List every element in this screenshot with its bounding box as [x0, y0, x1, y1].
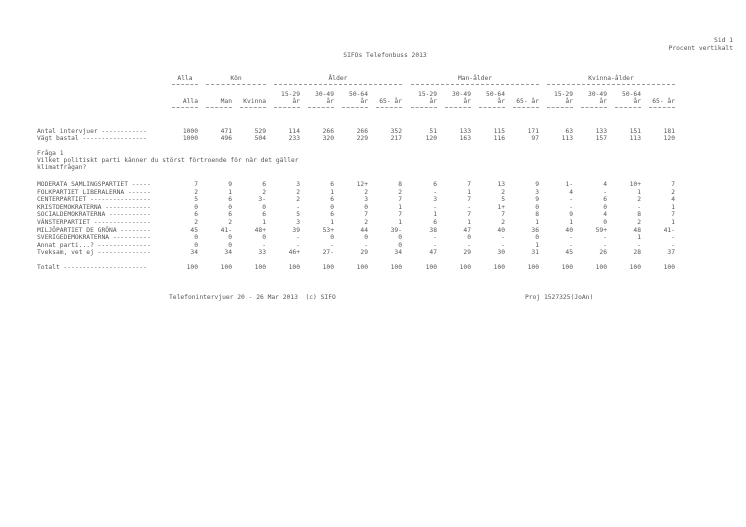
answer-row-cell: 38: [429, 226, 437, 234]
answer-row-cell: 6: [330, 181, 334, 188]
base-row-cell: 157: [595, 135, 607, 142]
column-underline: [206, 107, 232, 108]
answer-row-cell: 2: [637, 219, 641, 226]
answer-row-cell: 34: [190, 249, 198, 257]
answer-row-cell: 0: [364, 203, 368, 211]
answer-row-cell: 0: [262, 203, 266, 211]
group-underline: [206, 84, 266, 85]
answer-row-cell: 6: [330, 211, 334, 219]
column-header-bottom: år: [599, 98, 607, 105]
answer-row-cell: 0: [194, 234, 198, 242]
answer-row-cell: 47: [463, 226, 471, 234]
column-underline: [376, 107, 402, 108]
answer-row-cell: -: [364, 241, 368, 249]
answer-row-cell: 4: [603, 211, 607, 219]
base-row-cell: 171: [527, 128, 539, 135]
answer-row-cell: 1: [467, 219, 471, 226]
base-row-cell: 116: [493, 135, 505, 142]
answer-row-cell: -: [433, 234, 437, 242]
answer-row-cell: 7: [501, 211, 505, 219]
base-row-cell: 113: [629, 135, 641, 142]
answer-row-cell: -: [330, 241, 334, 249]
answer-row-cell: 6: [228, 196, 232, 204]
total-row-cell: 100: [356, 264, 368, 271]
column-header-bottom: år: [326, 98, 334, 105]
column-underline: [513, 107, 539, 108]
answer-row-label: Annat parti...? --------------: [37, 241, 151, 249]
answer-row-cell: 0: [330, 203, 334, 211]
answer-row-cell: 1: [398, 203, 402, 211]
answer-row-cell: 1: [262, 219, 266, 226]
column-header-bottom: 65- år: [652, 98, 675, 105]
answer-row-cell: 0: [194, 241, 198, 249]
answer-row-cell: 40: [565, 226, 573, 234]
answer-row-cell: 0: [228, 234, 232, 242]
answer-row-cell: 7: [398, 196, 402, 204]
base-row-cell: 266: [322, 128, 334, 135]
answer-row-cell: -: [296, 241, 300, 249]
answer-row-cell: 0: [194, 203, 198, 211]
column-underline: [172, 107, 198, 108]
page-number: Sid 1: [714, 37, 733, 44]
base-row-cell: 113: [561, 135, 573, 142]
question-text: klimatfrågan?: [37, 164, 87, 171]
answer-row-cell: 7: [467, 196, 471, 204]
answer-row-cell: -: [296, 203, 300, 211]
answer-row-cell: 7: [364, 211, 368, 219]
answer-row-cell: 2: [398, 188, 402, 196]
column-underline: [308, 107, 334, 108]
answer-row-cell: 47: [429, 249, 437, 257]
answer-row-cell: 45: [190, 226, 198, 234]
answer-row-cell: -: [637, 241, 641, 249]
answer-row-label: CENTERPARTIET ----------------: [37, 196, 151, 204]
answer-row-cell: -: [467, 203, 471, 211]
column-underline: [411, 107, 437, 108]
answer-row-cell: 27-: [322, 249, 334, 257]
group-header: Ålder: [328, 75, 348, 82]
question-text: Vilket politiskt parti känner du störst förtroende för när det gäller: [37, 157, 299, 164]
answer-row-cell: 8: [535, 211, 539, 219]
answer-row-cell: 0: [228, 203, 232, 211]
answer-row-cell: 6: [433, 181, 437, 188]
answer-row-cell: 1-: [565, 181, 573, 188]
answer-row-cell: 12+: [356, 181, 368, 188]
column-header-top: 15-29: [281, 91, 300, 98]
answer-row-cell: 3: [296, 219, 300, 226]
answer-row-cell: 46+: [288, 249, 300, 257]
answer-row-cell: -: [569, 241, 573, 249]
group-underline: [172, 84, 198, 85]
column-header-bottom: Alla: [182, 98, 198, 105]
answer-row-label: FOLKPARTIET LIBERALERNA ------: [37, 188, 151, 196]
answer-row-label: MILJÖPARTIET DE GRÖNA --------: [37, 226, 151, 234]
answer-row-cell: 45: [565, 249, 573, 257]
answer-row-cell: 3-: [258, 196, 266, 204]
base-row-cell: 115: [493, 128, 505, 135]
answer-row-cell: 6: [228, 211, 232, 219]
base-row-cell: 266: [356, 128, 368, 135]
base-row-cell: 233: [288, 135, 300, 142]
base-row-cell: 496: [220, 135, 232, 142]
base-row-cell: 114: [288, 128, 300, 135]
answer-row-cell: 53+: [322, 226, 334, 234]
answer-row-cell: 31: [531, 249, 539, 257]
base-row-cell: 529: [254, 128, 266, 135]
group-underline: [547, 84, 675, 85]
total-row-cell: 100: [459, 264, 471, 271]
total-row-cell: 100: [663, 264, 675, 271]
total-row-cell: 100: [220, 264, 232, 271]
answer-row-cell: -: [433, 241, 437, 249]
answer-row-cell: -: [433, 188, 437, 196]
base-row-cell: 133: [459, 128, 471, 135]
answer-row-cell: 1: [637, 188, 641, 196]
group-header: Kön: [230, 75, 242, 82]
answer-row-cell: 6: [330, 196, 334, 204]
answer-row-cell: 4: [603, 181, 607, 188]
answer-row-cell: 0: [364, 234, 368, 242]
answer-row-cell: -: [637, 203, 641, 211]
base-row-cell: 471: [220, 128, 232, 135]
column-underline: [649, 107, 675, 108]
column-underline: [274, 107, 300, 108]
answer-row-cell: 2: [364, 188, 368, 196]
total-row-cell: 100: [493, 264, 505, 271]
column-header-bottom: år: [463, 98, 471, 105]
column-header-top: 50-64: [622, 91, 641, 98]
group-header: Alla: [177, 75, 193, 82]
base-row-cell: 63: [565, 128, 573, 135]
answer-row-cell: 44: [360, 226, 368, 234]
answer-row-cell: 1: [330, 188, 334, 196]
group-header: Kvinna-ålder: [588, 75, 634, 82]
answer-row-cell: 1: [467, 188, 471, 196]
answer-row-cell: -: [569, 234, 573, 242]
answer-row-cell: 34: [394, 249, 402, 257]
answer-row-cell: 29: [463, 249, 471, 257]
column-header-bottom: 65- år: [516, 98, 539, 105]
answer-row-cell: 39: [292, 226, 300, 234]
base-row-cell: 120: [425, 135, 437, 142]
column-header-bottom: år: [497, 98, 505, 105]
answer-row-label: VÄNSTERPARTIET ---------------: [37, 219, 151, 226]
answer-row-cell: 1: [637, 234, 641, 242]
answer-row-cell: 7: [194, 181, 198, 188]
column-header-bottom: Kvinna: [243, 98, 266, 105]
answer-row-cell: -: [296, 234, 300, 242]
answer-row-cell: 8: [398, 181, 402, 188]
column-underline: [581, 107, 607, 108]
answer-row-cell: 1: [330, 219, 334, 226]
answer-row-cell: 3: [535, 188, 539, 196]
answer-row-cell: 0: [330, 234, 334, 242]
answer-row-cell: 59+: [595, 226, 607, 234]
total-row-cell: 100: [629, 264, 641, 271]
total-row-cell: 100: [425, 264, 437, 271]
answer-row-cell: -: [433, 203, 437, 211]
answer-row-cell: 2: [364, 219, 368, 226]
answer-row-cell: 1: [569, 219, 573, 226]
base-row-cell: 97: [531, 135, 539, 142]
answer-row-cell: 9: [535, 181, 539, 188]
answer-row-cell: 9: [535, 196, 539, 204]
answer-row-cell: 7: [467, 211, 471, 219]
answer-row-cell: 6: [262, 181, 266, 188]
base-row-cell: 151: [629, 128, 641, 135]
column-header-bottom: år: [292, 98, 300, 105]
footer-project-id: Proj 1527325(JoAn): [525, 294, 594, 301]
answer-row-cell: 1: [535, 241, 539, 249]
answer-row-cell: 6: [433, 219, 437, 226]
answer-row-cell: 26: [599, 249, 607, 257]
answer-row-cell: -: [569, 196, 573, 204]
column-header-top: 15-29: [554, 91, 573, 98]
answer-row-cell: 29: [360, 249, 368, 257]
answer-row-cell: -: [501, 241, 505, 249]
total-row-cell: 100: [390, 264, 402, 271]
answer-row-cell: 4: [569, 188, 573, 196]
total-row-cell: 100: [186, 264, 198, 271]
base-row-cell: 1000: [182, 135, 198, 142]
answer-row-cell: 0: [398, 234, 402, 242]
base-row-cell: 504: [254, 135, 266, 142]
answer-row-cell: 5: [501, 196, 505, 204]
total-row-cell: 100: [595, 264, 607, 271]
answer-row-label: Tveksam, vet ej --------------: [37, 249, 151, 257]
answer-row-cell: 0: [603, 203, 607, 211]
answer-row-cell: 2: [194, 188, 198, 196]
answer-row-cell: -: [603, 188, 607, 196]
answer-row-cell: 0: [535, 203, 539, 211]
answer-row-cell: 3: [364, 196, 368, 204]
answer-row-cell: -: [501, 234, 505, 242]
answer-row-cell: 2: [296, 196, 300, 204]
base-row-cell: 229: [356, 135, 368, 142]
answer-row-cell: 3: [433, 196, 437, 204]
column-header-bottom: år: [565, 98, 573, 105]
answer-row-cell: 33: [258, 249, 266, 257]
answer-row-cell: 0: [535, 234, 539, 242]
answer-row-cell: 37: [667, 249, 675, 257]
answer-row-cell: 0: [262, 234, 266, 242]
answer-row-cell: 41-: [663, 226, 675, 234]
column-underline: [547, 107, 573, 108]
answer-row-cell: 48: [633, 226, 641, 234]
answer-row-cell: 9: [569, 211, 573, 219]
column-header-bottom: 65- år: [379, 98, 402, 105]
answer-row-cell: -: [603, 241, 607, 249]
answer-row-cell: 2: [671, 188, 675, 196]
answer-row-cell: 7: [671, 181, 675, 188]
total-row-cell: 100: [254, 264, 266, 271]
answer-row-cell: 3: [296, 181, 300, 188]
answer-row-cell: 39-: [390, 226, 402, 234]
group-underline: [411, 84, 539, 85]
answer-row-cell: -: [671, 234, 675, 242]
answer-row-cell: 2: [262, 188, 266, 196]
answer-row-cell: 2: [228, 219, 232, 226]
answer-row-cell: 34: [224, 249, 232, 257]
answer-row-cell: 13: [497, 181, 505, 188]
answer-row-cell: 8: [637, 211, 641, 219]
answer-row-cell: 2: [501, 219, 505, 226]
percent-mode-label: Procent vertikalt: [668, 45, 733, 52]
answer-row-cell: 1: [671, 203, 675, 211]
answer-row-cell: -: [467, 241, 471, 249]
answer-row-cell: 41-: [220, 226, 232, 234]
answer-row-cell: 0: [228, 241, 232, 249]
column-underline: [445, 107, 471, 108]
column-underline: [479, 107, 505, 108]
column-header-bottom: år: [429, 98, 437, 105]
base-row-cell: 120: [663, 135, 675, 142]
base-row-cell: 181: [663, 128, 675, 135]
answer-row-cell: 1: [535, 219, 539, 226]
base-row-cell: 163: [459, 135, 471, 142]
answer-row-cell: 4: [671, 196, 675, 204]
column-underline: [615, 107, 641, 108]
column-header-bottom: Man: [220, 98, 232, 105]
column-underline: [240, 107, 266, 108]
answer-row-cell: 1: [671, 219, 675, 226]
answer-row-cell: -: [603, 234, 607, 242]
base-row-cell: 352: [390, 128, 402, 135]
base-row-label: Antal intervjuer ------------: [37, 128, 147, 135]
answer-row-label: KRISTDEMOKRATERNA ------------: [37, 203, 151, 211]
column-header-top: 30-49: [315, 91, 334, 98]
footer-interview-info: Telefonintervjuer 20 - 26 Mar 2013 (c) SIFO: [169, 294, 336, 301]
answer-row-cell: 7: [671, 211, 675, 219]
answer-row-cell: 1: [228, 188, 232, 196]
answer-row-cell: 0: [467, 234, 471, 242]
answer-row-cell: 6: [603, 196, 607, 204]
answer-row-cell: 2: [296, 188, 300, 196]
base-row-cell: 133: [595, 128, 607, 135]
answer-row-cell: 36: [531, 226, 539, 234]
answer-row-label: SVERIGEDEMOKRATERNA ----------: [37, 234, 151, 242]
answer-row-cell: 6: [194, 211, 198, 219]
base-row-cell: 217: [390, 135, 402, 142]
answer-row-cell: 6: [262, 211, 266, 219]
total-row-label: Totalt ----------------------: [37, 264, 147, 271]
column-header-bottom: år: [360, 98, 368, 105]
answer-row-cell: 10+: [629, 181, 641, 188]
answer-row-cell: 48+: [254, 226, 266, 234]
column-header-top: 15-29: [418, 91, 437, 98]
answer-row-cell: 2: [637, 196, 641, 204]
total-row-cell: 100: [322, 264, 334, 271]
answer-row-cell: 1+: [497, 203, 505, 211]
answer-row-cell: -: [262, 241, 266, 249]
answer-row-cell: 2: [501, 188, 505, 196]
base-row-cell: 51: [429, 128, 437, 135]
question-number: Fråga 1: [37, 150, 64, 157]
base-row-label: Vägt bastal -----------------: [37, 135, 147, 142]
column-underline: [342, 107, 368, 108]
base-row-cell: 1000: [182, 128, 198, 135]
total-row-cell: 100: [527, 264, 539, 271]
report-title: SIFOs Telefonbuss 2013: [343, 52, 427, 59]
column-header-top: 30-49: [588, 91, 607, 98]
total-row-cell: 100: [561, 264, 573, 271]
answer-row-cell: 5: [194, 196, 198, 204]
answer-row-label: MODERATA SAMLINGSPARTIET -----: [37, 181, 151, 188]
answer-row-cell: -: [671, 241, 675, 249]
answer-row-cell: 5: [296, 211, 300, 219]
base-row-cell: 320: [322, 135, 334, 142]
answer-row-cell: 7: [398, 211, 402, 219]
answer-row-cell: 28: [633, 249, 641, 257]
answer-row-cell: 0: [603, 219, 607, 226]
answer-row-cell: 1: [398, 219, 402, 226]
column-header-top: 50-64: [349, 91, 368, 98]
answer-row-cell: -: [569, 203, 573, 211]
answer-row-cell: 9: [228, 181, 232, 188]
answer-row-cell: 0: [398, 241, 402, 249]
answer-row-cell: 30: [497, 249, 505, 257]
answer-row-cell: 1: [433, 211, 437, 219]
column-header-bottom: år: [633, 98, 641, 105]
answer-row-label: SOCIALDEMOKRATERNA -----------: [37, 211, 151, 219]
answer-row-cell: 2: [194, 219, 198, 226]
total-row-cell: 100: [288, 264, 300, 271]
answer-row-cell: 40: [497, 226, 505, 234]
group-header: Man-ålder: [457, 75, 493, 82]
group-underline: [274, 84, 402, 85]
answer-row-cell: 7: [467, 181, 471, 188]
column-header-top: 30-49: [452, 91, 471, 98]
column-header-top: 50-64: [486, 91, 505, 98]
